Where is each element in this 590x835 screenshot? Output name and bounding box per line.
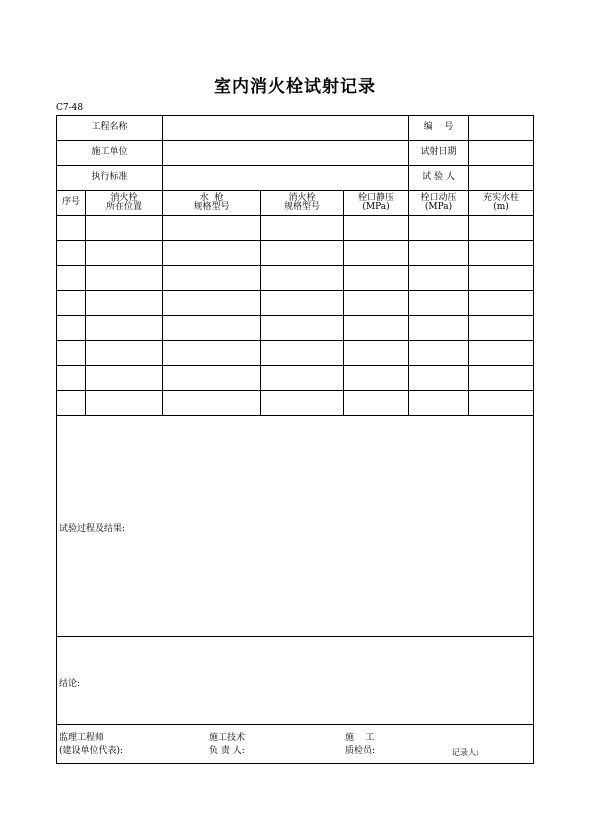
col-dynamic-header bbox=[409, 191, 469, 216]
project-name-label: 工程名称 bbox=[57, 116, 163, 141]
col-static-line2: (MPa) bbox=[362, 202, 390, 212]
col-gun-line2: 规格型号 bbox=[193, 202, 230, 212]
col-location-line1: 消火栓 bbox=[110, 192, 138, 203]
col-gun-line1: 水 枪 bbox=[199, 192, 224, 203]
table-row bbox=[57, 216, 534, 241]
table-cell[interactable] bbox=[261, 216, 344, 241]
table-cell[interactable] bbox=[344, 391, 409, 416]
table-cell[interactable] bbox=[344, 366, 409, 391]
table-cell[interactable] bbox=[261, 266, 344, 291]
table-cell[interactable] bbox=[57, 241, 86, 266]
table-cell[interactable] bbox=[163, 241, 261, 266]
standard-label: 执行标准 bbox=[57, 166, 163, 191]
table-cell[interactable] bbox=[344, 241, 409, 266]
qc-label-line2: 质检员: bbox=[345, 746, 376, 756]
col-column-line1: 充实水柱 bbox=[483, 192, 520, 203]
table-cell[interactable] bbox=[86, 266, 163, 291]
col-hydrant-line1: 消火栓 bbox=[288, 192, 316, 203]
table-cell[interactable] bbox=[86, 366, 163, 391]
construction-unit-field[interactable] bbox=[163, 141, 409, 166]
table-cell[interactable] bbox=[344, 291, 409, 316]
table-cell[interactable] bbox=[409, 341, 469, 366]
table-cell[interactable] bbox=[86, 341, 163, 366]
project-name-field[interactable] bbox=[163, 116, 409, 141]
table-cell[interactable] bbox=[57, 216, 86, 241]
table-cell[interactable] bbox=[57, 391, 86, 416]
table-cell[interactable] bbox=[344, 341, 409, 366]
table-cell[interactable] bbox=[163, 316, 261, 341]
conclusion-section bbox=[57, 637, 534, 725]
signature-field[interactable] bbox=[57, 725, 534, 764]
table-row bbox=[57, 291, 534, 316]
header-row-unit bbox=[57, 141, 534, 166]
table-cell[interactable] bbox=[344, 316, 409, 341]
table-cell[interactable] bbox=[409, 241, 469, 266]
supervisor-label-line2: (建设单位代表): bbox=[59, 746, 124, 756]
test-date-field[interactable] bbox=[469, 141, 534, 166]
table-cell[interactable] bbox=[469, 266, 534, 291]
table-cell[interactable] bbox=[261, 291, 344, 316]
table-cell[interactable] bbox=[261, 366, 344, 391]
table-cell[interactable] bbox=[409, 291, 469, 316]
test-date-label: 试射日期 bbox=[409, 141, 469, 166]
table-cell[interactable] bbox=[163, 341, 261, 366]
table-cell[interactable] bbox=[344, 266, 409, 291]
table-cell[interactable] bbox=[469, 316, 534, 341]
tester-label: 试 验 人 bbox=[409, 166, 469, 191]
table-cell[interactable] bbox=[57, 366, 86, 391]
table-cell[interactable] bbox=[469, 391, 534, 416]
document-code: C7-48 bbox=[56, 103, 84, 113]
conclusion-label: 结论: bbox=[59, 678, 81, 689]
table-row bbox=[57, 266, 534, 291]
table-cell[interactable] bbox=[409, 216, 469, 241]
table-cell[interactable] bbox=[163, 366, 261, 391]
tech-lead-label-line1: 施工技术 bbox=[209, 733, 246, 743]
process-section bbox=[57, 416, 534, 637]
recorder-label: 记录人: bbox=[452, 748, 479, 757]
table-cell[interactable] bbox=[469, 341, 534, 366]
table-row bbox=[57, 366, 534, 391]
col-hydrant-line2: 规格型号 bbox=[284, 202, 321, 212]
number-label: 编 号 bbox=[409, 116, 469, 141]
table-cell[interactable] bbox=[57, 266, 86, 291]
table-row bbox=[57, 341, 534, 366]
process-label: 试验过程及结果: bbox=[59, 524, 126, 535]
col-column-header bbox=[469, 191, 534, 216]
col-static-line1: 栓口静压 bbox=[358, 192, 395, 203]
col-column-line2: (m) bbox=[493, 202, 509, 212]
signature-section bbox=[57, 725, 534, 764]
col-seq-header: 序号 bbox=[57, 191, 86, 216]
header-row-standard bbox=[57, 166, 534, 191]
tester-field[interactable] bbox=[469, 166, 534, 191]
table-cell[interactable] bbox=[344, 216, 409, 241]
table-cell[interactable] bbox=[469, 241, 534, 266]
supervisor-label-line1: 监理工程师 bbox=[59, 733, 105, 743]
col-location-header bbox=[86, 191, 163, 216]
table-cell[interactable] bbox=[409, 391, 469, 416]
number-field[interactable] bbox=[469, 116, 534, 141]
table-cell[interactable] bbox=[86, 316, 163, 341]
table-cell[interactable] bbox=[409, 366, 469, 391]
table-cell[interactable] bbox=[409, 316, 469, 341]
table-cell[interactable] bbox=[261, 316, 344, 341]
conclusion-field[interactable] bbox=[57, 637, 534, 725]
table-row bbox=[57, 316, 534, 341]
table-cell[interactable] bbox=[261, 391, 344, 416]
construction-unit-label: 施工单位 bbox=[57, 141, 163, 166]
col-dynamic-line2: (MPa) bbox=[424, 202, 453, 212]
table-cell[interactable] bbox=[163, 216, 261, 241]
col-dynamic-line1: 栓口动压 bbox=[420, 192, 457, 203]
table-cell[interactable] bbox=[57, 316, 86, 341]
table-cell[interactable] bbox=[163, 291, 261, 316]
table-cell[interactable] bbox=[469, 291, 534, 316]
table-cell[interactable] bbox=[86, 241, 163, 266]
table-cell[interactable] bbox=[261, 241, 344, 266]
page-title: 室内消火栓试射记录 bbox=[214, 77, 376, 97]
standard-field[interactable] bbox=[163, 166, 409, 191]
table-cell[interactable] bbox=[469, 216, 534, 241]
signature-block bbox=[57, 725, 533, 763]
table-cell[interactable] bbox=[469, 366, 534, 391]
table-cell[interactable] bbox=[57, 341, 86, 366]
table-cell[interactable] bbox=[86, 216, 163, 241]
qc-label-line1: 施 工 bbox=[345, 733, 375, 743]
header-row-project bbox=[57, 116, 534, 141]
table-cell[interactable] bbox=[86, 291, 163, 316]
table-row bbox=[57, 391, 534, 416]
table-cell[interactable] bbox=[57, 291, 86, 316]
record-form bbox=[56, 115, 534, 764]
table-row bbox=[57, 241, 534, 266]
col-location-line2: 所在位置 bbox=[106, 202, 143, 212]
table-cell[interactable] bbox=[86, 391, 163, 416]
table-cell[interactable] bbox=[261, 341, 344, 366]
col-static-header bbox=[344, 191, 409, 216]
col-hydrant-header bbox=[261, 191, 344, 216]
tech-lead-label-line2: 负 责 人: bbox=[209, 746, 245, 756]
table-cell[interactable] bbox=[163, 266, 261, 291]
process-field[interactable] bbox=[57, 416, 534, 637]
table-cell[interactable] bbox=[163, 391, 261, 416]
table-cell[interactable] bbox=[409, 266, 469, 291]
col-gun-header bbox=[163, 191, 261, 216]
column-header-row bbox=[57, 191, 534, 216]
